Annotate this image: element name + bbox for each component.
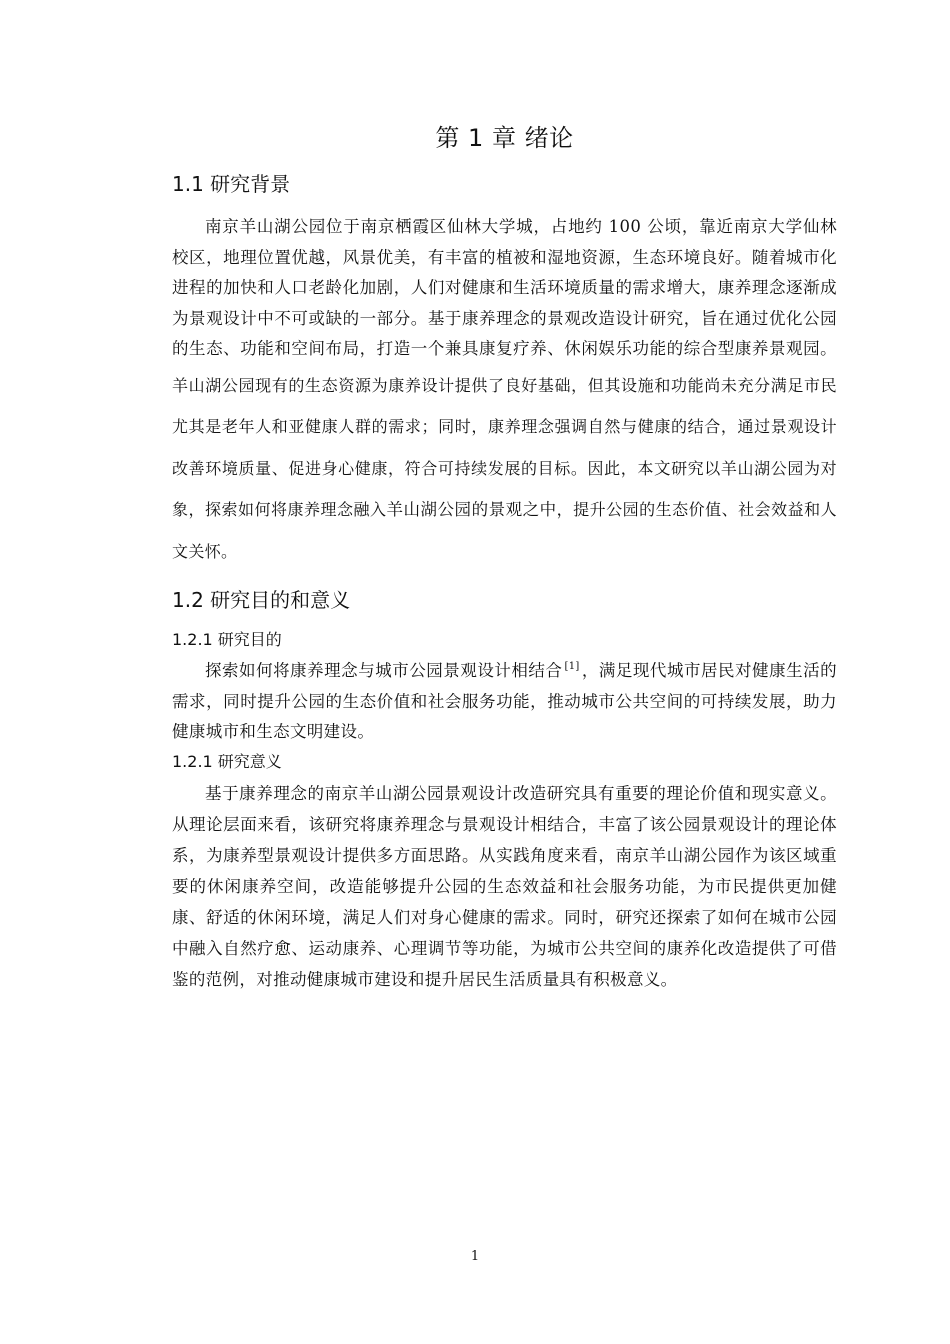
background-paragraph-part6: ，提升公园的生态价值、社会效益和人文关怀。 <box>172 500 837 561</box>
spacer <box>172 572 837 586</box>
section-title-background: 1.1 研究背景 <box>172 172 291 196</box>
background-paragraph-part4: 研究以羊山湖公园为对象，探索如何将康养理念融入 <box>172 458 837 519</box>
purpose-paragraph-text-b: ，满足现代城市居民对健康生活的需求，同时提升公园的生态价值和社会服务功能，推动城市公共空间的可持续发展，助力健康城市和生态文明建设。 <box>172 661 837 741</box>
background-paragraph-part3: 文 <box>653 458 672 478</box>
page-number: 1 <box>470 1249 480 1264</box>
section-title-purpose-significance: 1.2 研究目的和意义 <box>172 588 351 612</box>
background-paragraph-part1: 南京羊山湖公园位于南京栖霞区仙林大学城，占地约 100 公顷，靠近南京大学仙林校区，地理位置优越，风景优美，有丰富的植被和湿地资源，生态环境良好。随着城市化进程的加快和人口老龄化加剧，人们对健康和生活环境质量的需求增大，康养理念逐渐成为景观设计中不可或缺的一部分。基于康养理念的景观改造设计研究，旨在通过优化公园的生态、功能和空间布局，打造一个兼具康复疗养、休闲娱乐功能的综合型康养景观园。 <box>172 217 837 358</box>
citation-reference[interactable]: [1] <box>564 661 580 672</box>
purpose-paragraph <box>172 656 837 748</box>
significance-paragraph: 基于康养理念的南京羊山湖公园景观设计改造研究具有重要的理论价值和现实意义。从理论层面来看，该研究将康养理念与景观设计相结合，丰富了该公园景观设计的理论体系，为康养型景观设计提供多方面思路。从实践角度来看，南京羊山湖公园作为该区域重要的休闲康养空间，改造能够提升公园的生态效益和社会服务功能，为市民提供更加健康、舒适的休闲环境，满足人们对身心健康的需求。同时，研究还探索了如何在城市公园中融入自然疗愈、运动康养、心理调节等功能，为城市公共空间的康养化改造提供了可借鉴的范例，对推动健康城市建设和提升居民生活质量具有积极意义。 <box>172 783 837 989</box>
subsection-title-purpose: 1.2.1 研究目的 <box>172 630 282 649</box>
background-paragraph-part5: 羊山湖公园的景观之中 <box>386 500 557 519</box>
chapter-title: 第 1 章 绪论 <box>435 124 574 152</box>
purpose-paragraph-text-a: 探索如何将康养理念与城市公园景观设计相结合 <box>205 661 563 680</box>
page-content <box>172 118 837 995</box>
background-paragraph-part2: 羊山湖公园现有的生态资源为康养设计提供了良好基础，但其设施和功能尚未充分满足市民尤其是老年人和亚健康人群的需求；同时，康养理念强调自然与健康的结合，通过景观设计改善环境质量、促进身心健康，符合可持续发展的目标。因此，本 <box>172 375 837 478</box>
subsection-title-significance: 1.2.1 研究意义 <box>172 751 282 771</box>
background-paragraph <box>172 212 837 572</box>
